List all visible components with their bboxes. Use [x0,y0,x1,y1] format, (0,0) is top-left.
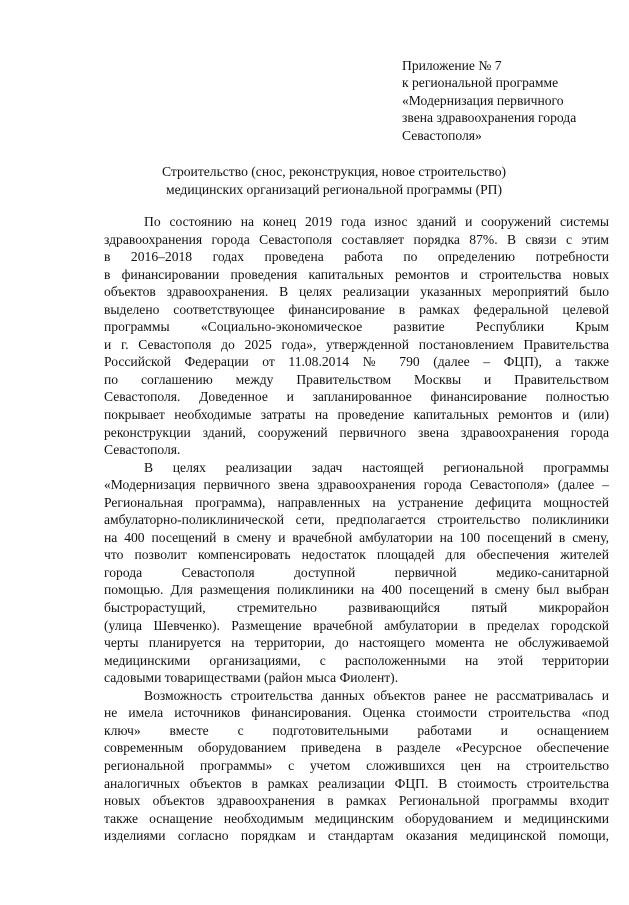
paragraph-line: быстрорастущий, стремительно развивающийся пятый микрорайон [104,600,609,616]
paragraph [104,687,609,845]
appendix-line: Приложение № 7 [402,58,502,73]
paragraph-line: по соглашению между Правительством Москвы и Правительством [104,371,609,387]
paragraph-line: здравоохранения города Севастополя составляет порядка 87%. В связи с этим [104,231,609,247]
paragraph-line: что позволит компенсировать недостаток площадей для обеспечения жителей [104,547,609,563]
paragraph-line: не имела источников финансирования. Оценка стоимости строительства «под [104,705,609,721]
paragraph-line: медицинскими организациями, с расположенными на этой территории [104,652,609,668]
paragraph-line: Севастополя. [104,442,181,458]
paragraph-line: объектов здравоохранения. В целях реализации указанных мероприятий было [104,284,609,300]
paragraph-line: в финансировании проведения капитальных ремонтов и строительства новых [104,266,609,282]
paragraph-line: «Модернизация первичного звена здравоохранения города Севастополя» (далее – [104,477,609,493]
paragraph-line: помощью. Для размещения поликлиники на 400 посещений в смену был выбран [104,582,609,598]
paragraph-line: региональной программы» с учетом сложившихся цен на строительство [104,757,609,773]
paragraph-line: программы «Социально-экономическое развитие Республики Крым [104,319,609,335]
document-title [90,163,578,198]
paragraph-line: новых объектов здравоохранения в рамках Региональной программы входит [104,793,609,809]
paragraph [104,459,609,687]
paragraph-line: черты планируется на территории, до настоящего момента не обслуживаемой [104,635,609,651]
paragraph-line: Региональная программа), направленных на устранение дефицита мощностей [104,494,609,510]
appendix-line: Севастополя» [402,127,482,143]
paragraph-line: и г. Севастополя до 2025 года», утвержденной постановлением Правительства [104,336,609,352]
paragraph-line: По состоянию на конец 2019 года износ зданий и сооружений системы [144,214,609,229]
paragraph-line: города Севастополя доступной первичной медико-санитарной [104,564,609,580]
document-body [104,213,609,845]
paragraph-line: Возможность строительства данных объектов ранее не рассматривалась и [144,687,609,703]
paragraph-line: изделиями согласно порядкам и стандартам оказания медицинской помощи, [104,828,609,844]
paragraph-line: покрывает необходимые затраты на проведение капитальных ремонтов и (или) [104,407,609,423]
paragraph-line: садовыми товариществами (район мыса Фиолент). [104,670,399,686]
paragraph-line: ключ» вместе с подготовительными работами и оснащением [104,722,609,738]
paragraph-line: В целях реализации задач настоящей региональной программы [144,459,609,475]
title-line: медицинских организаций региональной программы (РП) [165,181,503,197]
paragraph-line: амбулаторно-поликлинической сети, предполагается строительство поликлиники [104,512,609,528]
paragraph-line: Севастополя. Доведенное и запланированное финансирование полностью [104,389,609,405]
paragraph-line: на 400 посещений в смену и врачебной амбулатории на 100 посещений в смену, [104,529,609,545]
paragraph [104,213,609,459]
paragraph-line: в 2016–2018 годах проведена работа по определению потребности [104,249,609,265]
paragraph-line: реконструкции зданий, сооружений первичного звена здравоохранения города [104,424,609,440]
paragraph-line: современным оборудованием приведена в разделе «Ресурсное обеспечение [104,740,609,756]
paragraph-line: аналогичных объектов в рамках реализации ФЦП. В стоимость строительства [104,775,609,791]
paragraph-line: Российской Федерации от 11.08.2014 № 790 (далее – ФЦП), а также [104,354,609,370]
appendix-note [402,57,612,144]
title-line: Строительство (снос, реконструкция, новое строительство) [161,164,507,179]
paragraph-line: также оснащение необходимым медицинским оборудованием и медицинскими [104,810,609,826]
paragraph-line: (улица Шевченко). Размещение врачебной амбулатории в пределах городской [104,617,609,633]
appendix-line: звена здравоохранения города [402,110,577,126]
appendix-line: «Модернизация первичного [402,92,564,108]
appendix-line: к региональной программе [402,75,559,91]
paragraph-line: выделено соответствующее финансирование в рамках федеральной целевой [104,301,609,317]
